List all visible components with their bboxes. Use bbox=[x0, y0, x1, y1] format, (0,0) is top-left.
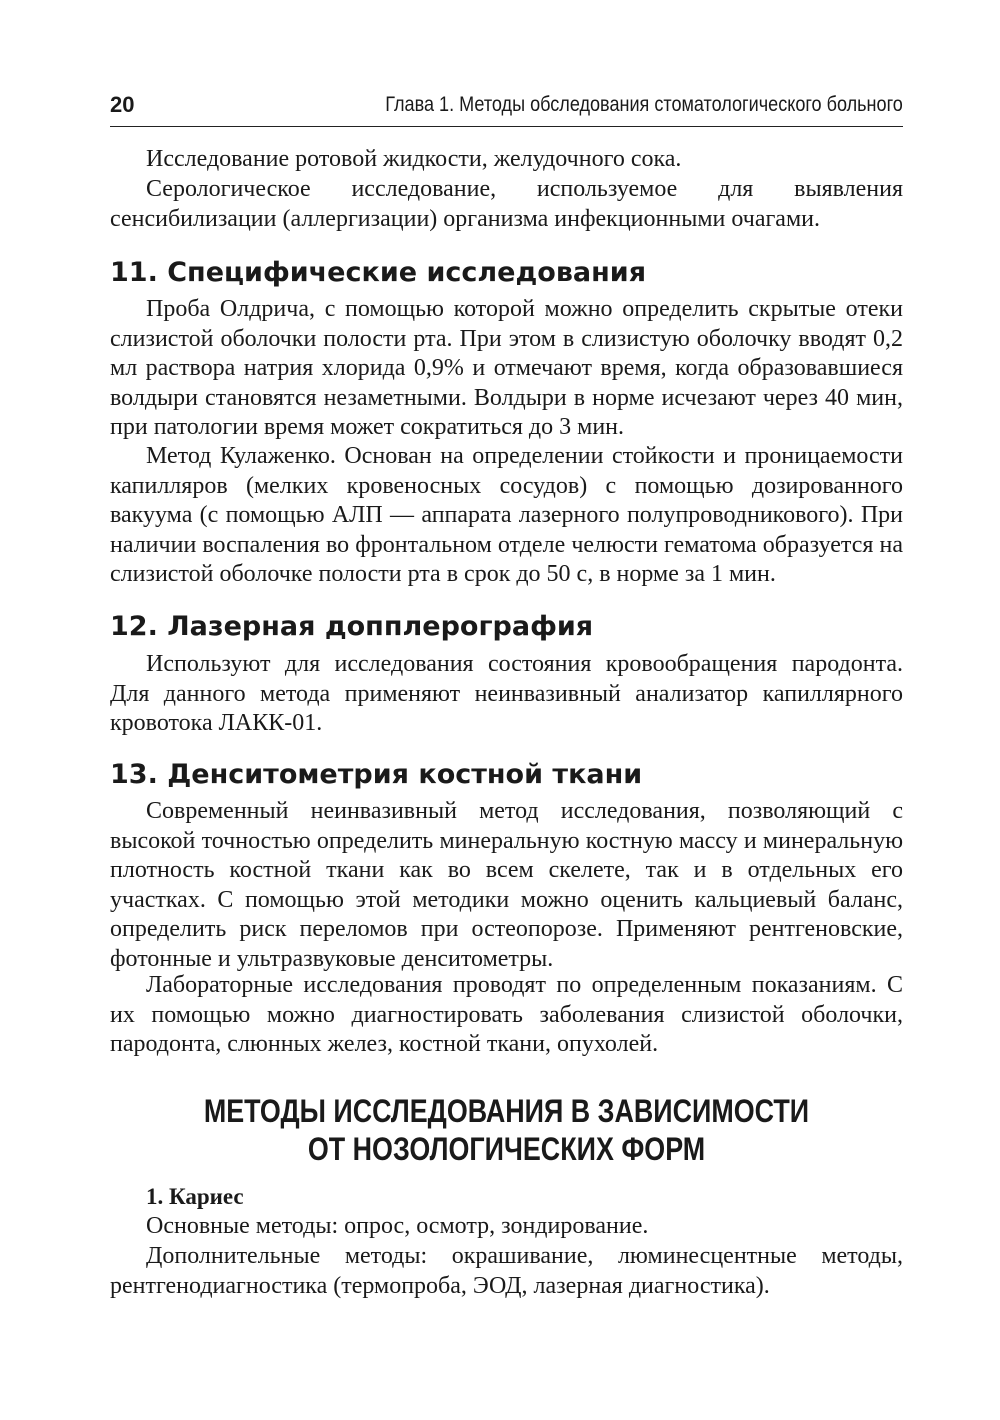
section-heading-11: 11. Специфические исследования bbox=[110, 257, 647, 288]
running-header bbox=[110, 92, 903, 127]
paragraph-lab-tests: Лабораторные исследования проводят по определенным показаниям. С их помощью можно диагностировать заболевания слизистой оболочки, пародонта, слюнных желез, костной ткани, опухолей. bbox=[110, 972, 903, 1057]
section-heading-12: 12. Лазерная допплерография bbox=[110, 611, 594, 642]
main-heading-line-2: ОТ НОЗОЛОГИЧЕСКИХ ФОРМ bbox=[307, 1131, 706, 1167]
chapter-title: Глава 1. Методы обследования стоматологического больного bbox=[385, 93, 903, 116]
subheading-caries: 1. Кариес bbox=[146, 1184, 244, 1209]
paragraph-densitometry: Современный неинвазивный метод исследования, позволяющий с высокой точностью определить минеральную костную массу и минеральную плотность костной ткани как во всем скелете, так и в отдельных его участках. С помощью этой методики можно оценить кальциевый баланс, определить риск переломов при остеопорозе. Применяют рентгеновские, фотонные и ультразвуковые денситометры. bbox=[110, 798, 903, 972]
paragraph-serology: Серологическое исследование, используемое для выявления сенсибилизации (аллергизации) организма инфекционными очагами. bbox=[110, 176, 903, 232]
paragraph-basic-methods: Основные методы: опрос, осмотр, зондирование. bbox=[146, 1213, 649, 1239]
paragraph-kulazhenko-method: Метод Кулаженко. Основан на определении стойкости и проницаемости капилляров (мелких кровеносных сосудов) с помощью дозированного вакуума (с помощью АЛП — аппарата лазерного полупроводникового). При наличии воспаления во фронтальном отделе челюсти гематома образуется на слизистой оболочке полости рта в срок до 50 с, в норме за 1 мин. bbox=[110, 443, 903, 587]
main-heading-line-1: МЕТОДЫ ИССЛЕДОВАНИЯ В ЗАВИСИМОСТИ bbox=[203, 1093, 810, 1129]
paragraph-additional-methods: Дополнительные методы: окрашивание, люминесцентные методы, рентгенодиагностика (термопроба, ЭОД, лазерная диагностика). bbox=[110, 1243, 903, 1299]
page-number: 20 bbox=[110, 92, 135, 117]
paragraph-oral-fluid: Исследование ротовой жидкости, желудочного сока. bbox=[146, 146, 682, 172]
paragraph-doppler: Используют для исследования состояния кровообращения пародонта. Для данного метода применяют неинвазивный анализатор капиллярного кровотока ЛАКК-01. bbox=[110, 651, 903, 736]
section-heading-13: 13. Денситометрия костной ткани bbox=[110, 759, 643, 790]
main-heading bbox=[110, 1092, 903, 1168]
paragraph-aldrich-test: Проба Олдрича, с помощью которой можно определить скрытые отеки слизистой оболочки полости рта. При этом в слизистую оболочку вводят 0,2 мл раствора натрия хлорида 0,9% и отмечают время, когда образовавшиеся волдыри становятся незаметными. Волдыри в норме исчезают через 40 мин, при патологии время может сократиться до 3 мин. bbox=[110, 296, 903, 440]
